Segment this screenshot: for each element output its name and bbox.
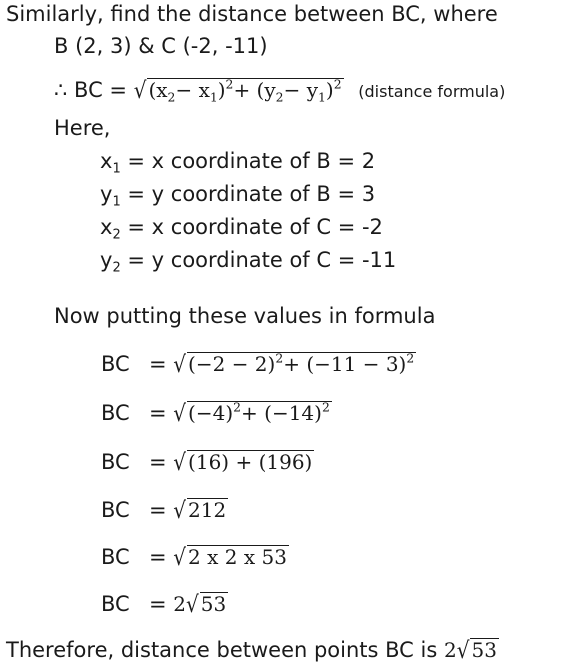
coord-x2: $x_2 = x$ coordinate of C = -2 <box>100 215 383 243</box>
here-label: Here, <box>54 116 111 140</box>
points-text: B (2, 3) & C (-2, -11) <box>54 34 268 58</box>
formula-note: (distance formula) <box>358 82 506 101</box>
step-1: BC = √ $(-2 - 2)^2+ (-11 - 3)^2$ <box>101 350 415 378</box>
step-6: BC = 2√ 53 <box>101 590 227 618</box>
step-2: BC = √ $(-4)^2+ (-14)^2$ <box>101 399 330 427</box>
therefore-label: ∴ BC = <box>54 78 128 102</box>
coord-y2: $y_2 = y$ coordinate of C = -11 <box>100 248 397 276</box>
distance-formula: √ $(x_2- x_1)^2+ (y_2- y_1)^2$ <box>133 76 342 105</box>
step-5: BC = √ 2 x 2 x 53 <box>101 543 287 571</box>
step-3: BC = √ (16) + (196) <box>101 448 313 476</box>
distance-formula-line <box>54 76 506 105</box>
coord-y1: $y_1 = y$ coordinate of B = 3 <box>100 182 376 210</box>
coord-x1: $x_1 = x$ coordinate of B = 2 <box>100 149 376 177</box>
intro-text: Similarly, find the distance between BC, where <box>6 2 498 26</box>
step-4: BC = √ 212 <box>101 496 227 524</box>
now-putting-text: Now putting these values in formula <box>54 304 436 328</box>
conclusion-text: Therefore, distance between points BC is 2√ 53 <box>6 636 497 664</box>
